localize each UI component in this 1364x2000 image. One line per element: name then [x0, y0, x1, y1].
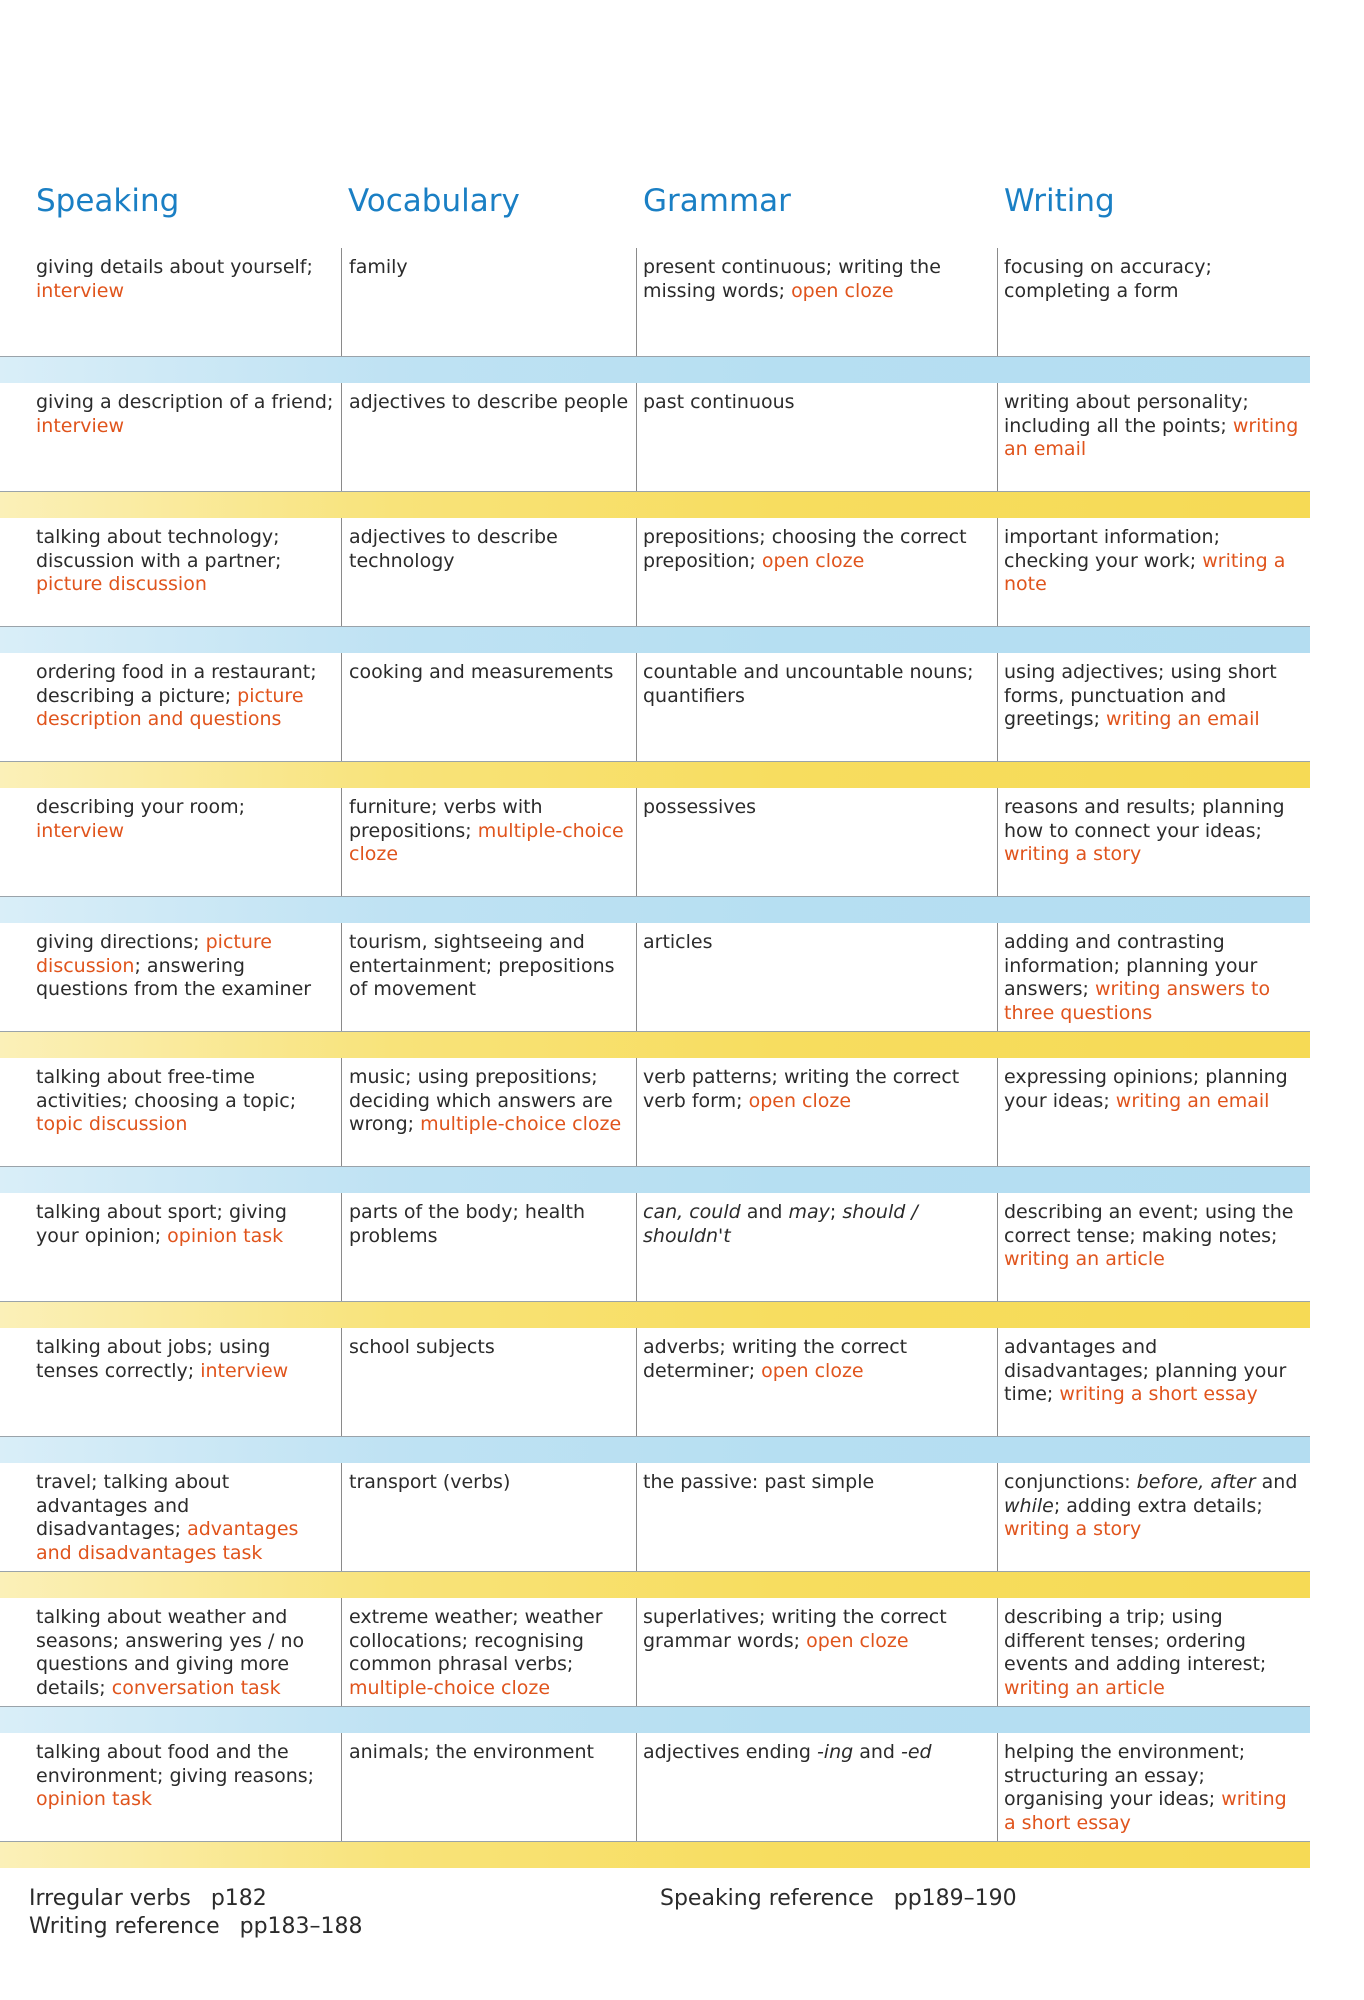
italic-term: -ed [901, 1741, 932, 1763]
cell-text: past continuous [643, 391, 795, 413]
cell-text: focusing on accuracy; completing a form [1004, 256, 1212, 302]
cell-writing [997, 1328, 1310, 1436]
exam-task-label: open cloze [791, 279, 894, 302]
cell-text: transport (verbs) [349, 1471, 511, 1493]
cell-vocabulary [341, 1193, 636, 1301]
italic-term: -ing [816, 1741, 854, 1763]
cell-text: music; using prepositions; deciding which answers are wrong; [349, 1066, 613, 1135]
exam-task-label: opinion task [36, 1788, 152, 1810]
row-divider-band [0, 761, 1310, 788]
exam-task-label: multiple-choice cloze [349, 819, 624, 865]
cell-text: adjectives ending [643, 1741, 817, 1763]
cell-text: adding and contrasting information; planning your answers; [1004, 931, 1258, 1000]
cell-vocabulary [341, 653, 636, 761]
exam-task-label: interview [36, 279, 125, 302]
cell-writing [997, 383, 1310, 491]
exam-task-label: writing a note [1004, 549, 1286, 595]
cell-text: ; answering questions from the examiner [36, 954, 312, 1000]
cell-writing [997, 1463, 1310, 1571]
cell-speaking [30, 1193, 340, 1301]
cell-text: conjunctions: [1004, 1471, 1137, 1493]
cell-text: present continuous; writing the missing words; [643, 256, 941, 302]
table-row [0, 788, 1310, 923]
exam-task-label: writing a story [1004, 1518, 1142, 1540]
table-row [0, 1328, 1310, 1463]
row-divider-band [0, 1301, 1310, 1328]
header-writing: Writing [1004, 183, 1115, 219]
exam-task-label: multiple-choice cloze [349, 1676, 551, 1699]
row-cells [0, 248, 1310, 356]
cell-text: the passive: past simple [643, 1471, 875, 1493]
cell-text: ordering food in a restaurant; describing a picture; [36, 661, 317, 707]
row-cells [0, 1463, 1310, 1571]
exam-task-label: writing a short essay [1059, 1383, 1258, 1405]
table-row [0, 1733, 1310, 1868]
italic-term: before, after [1136, 1471, 1256, 1493]
cell-writing [997, 518, 1310, 626]
exam-task-label: opinion task [167, 1224, 284, 1247]
cell-text: parts of the body; health problems [349, 1201, 586, 1247]
exam-task-label: writing an email [1004, 414, 1299, 460]
cell-text: furniture; verbs with prepositions; [349, 796, 543, 842]
table-row [0, 1463, 1310, 1598]
row-divider-band [0, 1166, 1310, 1193]
exam-task-label: advantages and disadvantages task [36, 1518, 299, 1564]
cell-writing [997, 653, 1310, 761]
cell-text: talking about technology; discussion with a partner; [36, 526, 282, 572]
cell-speaking [30, 788, 340, 896]
row-cells [0, 788, 1310, 896]
exam-task-label: writing an article [1004, 1676, 1165, 1699]
cell-text: talking about weather and seasons; answering yes / no questions and giving more details; [36, 1606, 305, 1699]
table-row [0, 248, 1310, 383]
italic-term: can, could [643, 1201, 741, 1223]
cell-text: describing an event; using the correct tense; making notes; [1004, 1201, 1294, 1247]
cell-grammar [636, 788, 997, 896]
ref-page: pp189–190 [893, 1886, 1017, 1911]
ref-label: Irregular verbs [29, 1886, 191, 1911]
cell-text: articles [643, 931, 713, 953]
cell-speaking [30, 383, 340, 491]
row-divider-band [0, 1436, 1310, 1463]
cell-text: countable and uncountable nouns; quantifiers [643, 661, 974, 707]
row-cells [0, 1733, 1310, 1841]
exam-task-label: writing answers to three questions [1004, 978, 1271, 1024]
cell-vocabulary [341, 1733, 636, 1841]
exam-task-label: writing an email [1106, 708, 1260, 730]
row-cells [0, 383, 1310, 491]
cell-speaking [30, 1058, 340, 1166]
exam-task-label: interview [36, 819, 125, 842]
cell-text: writing about personality; including all the points; [1004, 391, 1249, 437]
exam-task-label: writing an email [1115, 1089, 1270, 1112]
cell-grammar [636, 518, 997, 626]
cell-text: talking about jobs; using tenses correctly; [36, 1336, 271, 1382]
cell-grammar [636, 248, 997, 356]
row-divider-band [0, 626, 1310, 653]
row-cells [0, 1193, 1310, 1301]
cell-text: ; adding extra details; [1053, 1494, 1263, 1517]
cell-text: verb patterns; writing the correct verb form; [643, 1066, 960, 1112]
cell-grammar [636, 383, 997, 491]
row-cells [0, 1328, 1310, 1436]
cell-text: using adjectives; using short forms, punctuation and greetings; [1004, 661, 1277, 730]
header-speaking: Speaking [36, 183, 180, 219]
cell-grammar [636, 1598, 997, 1706]
row-cells [0, 1598, 1310, 1706]
exam-task-label: conversation task [111, 1676, 281, 1699]
footer-references-right [660, 1885, 1017, 1913]
footer-ref-irregular-verbs [29, 1885, 363, 1913]
exam-task-label: writing a short essay [1004, 1788, 1287, 1834]
column-headers [0, 183, 1310, 233]
cell-text: animals; the environment [349, 1741, 594, 1763]
cell-text: giving details about yourself; [36, 256, 313, 278]
cell-grammar [636, 1193, 997, 1301]
cell-text: describing a trip; using different tenses; ordering events and adding interest; [1004, 1606, 1267, 1675]
cell-text: travel; talking about advantages and disadvantages; [36, 1471, 230, 1540]
cell-speaking [30, 1733, 340, 1841]
exam-task-label: picture discussion [36, 573, 207, 595]
cell-writing [997, 1058, 1310, 1166]
exam-task-label: picture description and questions [36, 684, 304, 730]
cell-text: talking about food and the environment; giving reasons; [36, 1741, 315, 1787]
cell-vocabulary [341, 518, 636, 626]
table-row [0, 518, 1310, 653]
table-row [0, 923, 1310, 1058]
cell-text: important information; checking your work; [1004, 526, 1220, 572]
cell-text: expressing opinions; planning your ideas; [1004, 1066, 1288, 1112]
cell-text: talking about sport; giving your opinion; [36, 1201, 287, 1247]
cell-text: reasons and results; planning how to connect your ideas; [1004, 796, 1285, 842]
ref-label: Speaking reference [660, 1886, 874, 1911]
ref-page: pp183–188 [239, 1914, 363, 1939]
table-row [0, 1058, 1310, 1193]
row-divider-band [0, 1841, 1310, 1868]
cell-text: adjectives to describe people [349, 391, 629, 413]
italic-term: while [1004, 1494, 1054, 1517]
cell-vocabulary [341, 788, 636, 896]
exam-task-label: open cloze [748, 1089, 852, 1112]
exam-task-label: writing an article [1004, 1248, 1165, 1270]
exam-task-label: picture discussion [36, 931, 272, 977]
cell-speaking [30, 248, 340, 356]
cell-text: and [740, 1201, 789, 1223]
row-cells [0, 518, 1310, 626]
cell-speaking [30, 518, 340, 626]
exam-task-label: topic discussion [36, 1113, 188, 1135]
cell-writing [997, 1598, 1310, 1706]
cell-vocabulary [341, 923, 636, 1031]
ref-label: Writing reference [29, 1914, 220, 1939]
cell-grammar [636, 1733, 997, 1841]
cell-text: cooking and measurements [349, 661, 614, 683]
exam-task-label: writing a story [1004, 843, 1142, 865]
row-divider-band [0, 491, 1310, 518]
table-row [0, 653, 1310, 788]
header-grammar: Grammar [643, 183, 791, 219]
contents-table [0, 248, 1310, 1868]
cell-text: tourism, sightseeing and entertainment; prepositions of movement [349, 931, 615, 1000]
footer-ref-writing-reference [29, 1913, 363, 1941]
cell-text: and [1255, 1471, 1298, 1493]
ref-page: p182 [210, 1886, 267, 1911]
cell-vocabulary [341, 248, 636, 356]
cell-speaking [30, 923, 340, 1031]
cell-text: ; [829, 1201, 843, 1223]
cell-vocabulary [341, 1463, 636, 1571]
cell-speaking [30, 1463, 340, 1571]
header-vocabulary: Vocabulary [348, 183, 520, 219]
cell-text: advantages and disadvantages; planning your time; [1004, 1336, 1287, 1405]
cell-grammar [636, 923, 997, 1031]
row-cells [0, 1058, 1310, 1166]
table-row [0, 1193, 1310, 1328]
cell-speaking [30, 1598, 340, 1706]
cell-writing [997, 788, 1310, 896]
cell-grammar [636, 1328, 997, 1436]
cell-vocabulary [341, 383, 636, 491]
footer-references-left [29, 1885, 363, 1941]
exam-task-label: open cloze [761, 1359, 864, 1382]
row-divider-band [0, 896, 1310, 923]
table-row [0, 383, 1310, 518]
cell-vocabulary [341, 1328, 636, 1436]
cell-text: family [349, 256, 408, 278]
cell-grammar [636, 1058, 997, 1166]
exam-task-label: interview [36, 414, 125, 437]
cell-text: adjectives to describe technology [349, 526, 558, 572]
cell-text: talking about free-time activities; choosing a topic; [36, 1066, 297, 1112]
cell-vocabulary [341, 1058, 636, 1166]
cell-text: extreme weather; weather collocations; recognising common phrasal verbs; [349, 1606, 603, 1675]
row-divider-band [0, 356, 1310, 383]
table-row [0, 1598, 1310, 1733]
cell-text: school subjects [349, 1336, 495, 1358]
cell-writing [997, 923, 1310, 1031]
cell-writing [997, 1193, 1310, 1301]
cell-text: possessives [643, 796, 757, 818]
italic-term: should / shouldn't [643, 1201, 918, 1247]
cell-grammar [636, 1463, 997, 1571]
cell-text: prepositions; choosing the correct preposition; [643, 526, 967, 572]
row-cells [0, 923, 1310, 1031]
cell-grammar [636, 653, 997, 761]
cell-writing [997, 248, 1310, 356]
cell-text: giving a description of a friend; [36, 391, 334, 413]
exam-task-label: multiple-choice cloze [420, 1113, 622, 1135]
cell-text: superlatives; writing the correct grammar words; [643, 1606, 947, 1652]
cell-text: describing your room; [36, 796, 245, 818]
row-divider-band [0, 1706, 1310, 1733]
row-divider-band [0, 1571, 1310, 1598]
row-divider-band [0, 1031, 1310, 1058]
exam-task-label: open cloze [806, 1629, 909, 1652]
footer-ref-speaking-reference [660, 1885, 1017, 1913]
cell-writing [997, 1733, 1310, 1841]
cell-text: giving directions; [36, 931, 206, 953]
cell-text: adverbs; writing the correct determiner; [643, 1336, 908, 1382]
cell-speaking [30, 1328, 340, 1436]
exam-task-label: open cloze [761, 549, 865, 572]
cell-vocabulary [341, 1598, 636, 1706]
exam-task-label: interview [200, 1359, 289, 1382]
cell-speaking [30, 653, 340, 761]
cell-text: helping the environment; structuring an essay; organising your ideas; [1004, 1741, 1246, 1810]
italic-term: may [788, 1201, 830, 1223]
cell-text: and [853, 1741, 902, 1763]
row-cells [0, 653, 1310, 761]
